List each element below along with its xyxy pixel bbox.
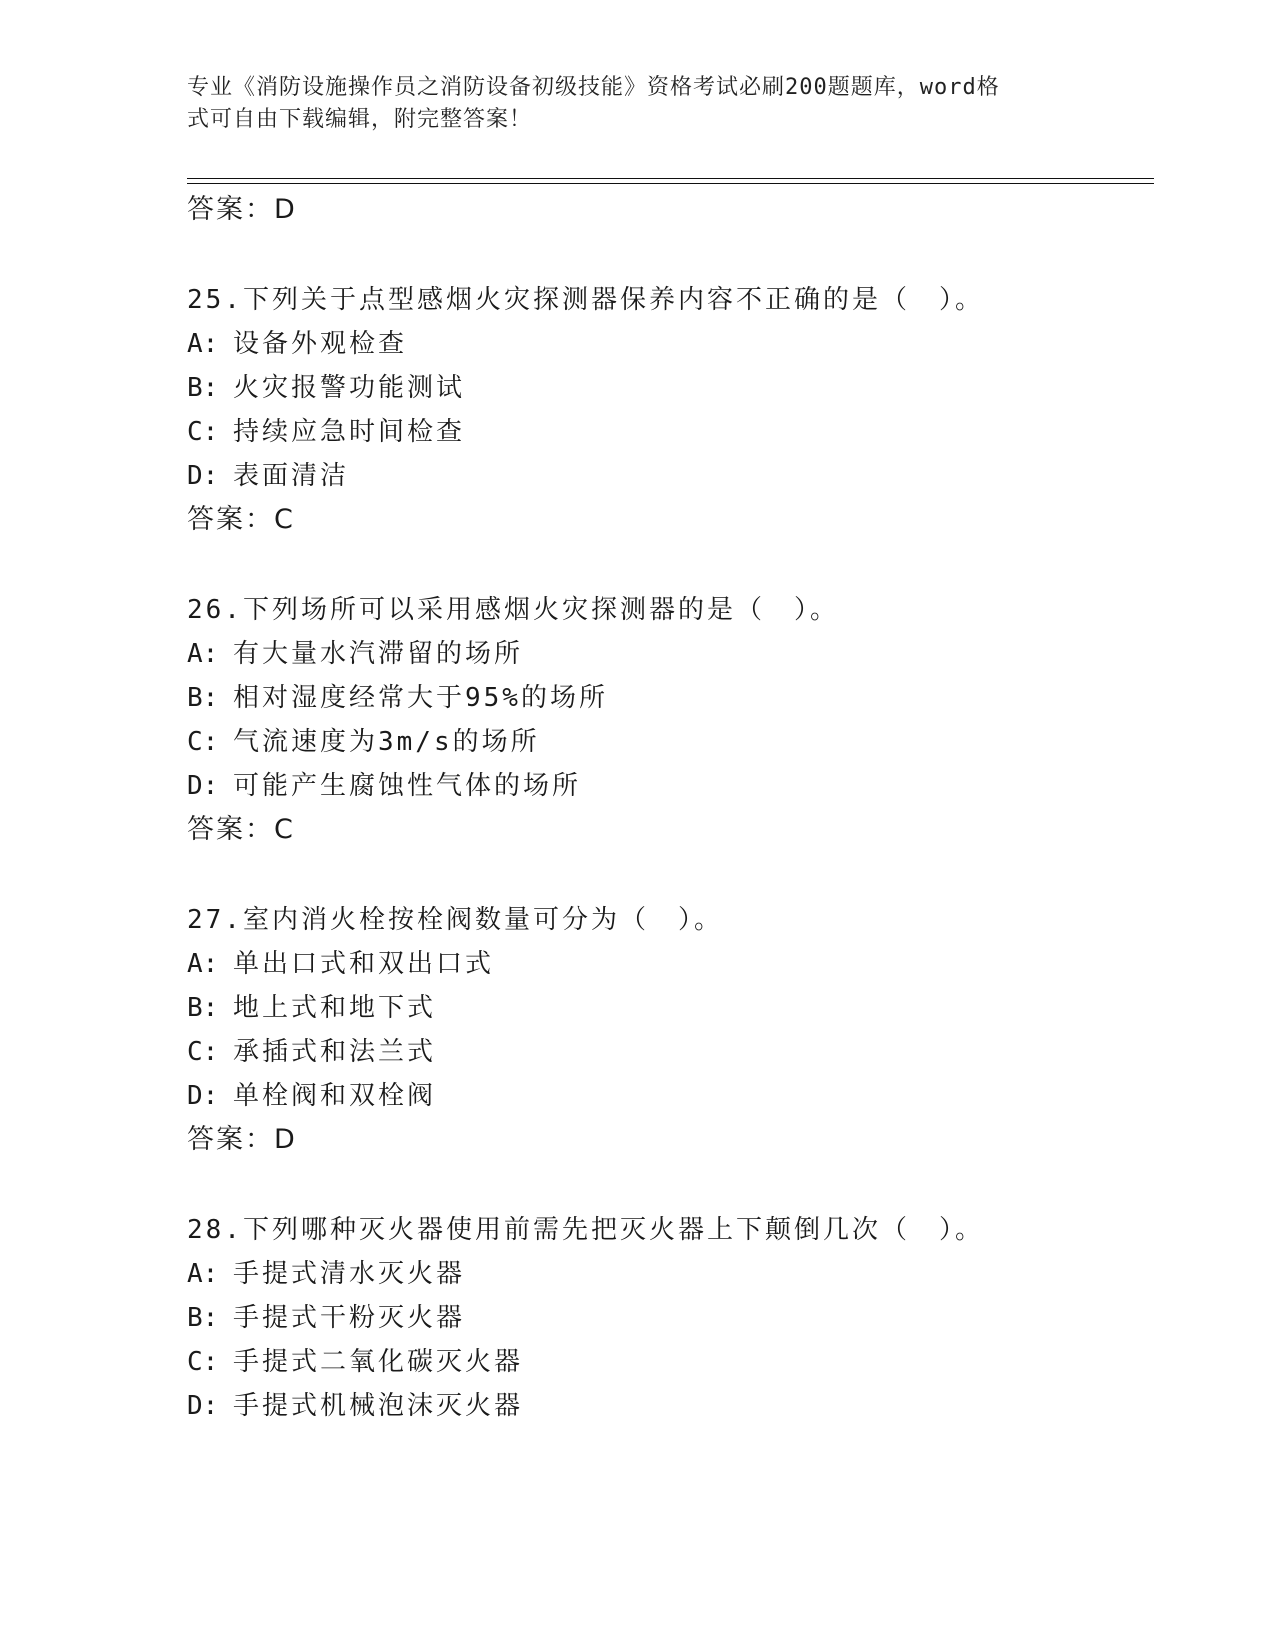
question-28-stem: 28.下列哪种灭火器使用前需先把灭火器上下颠倒几次（ ）。 (187, 1215, 984, 1245)
question-28-option-a: A: 手提式清水灭火器 (187, 1259, 466, 1289)
header-line-1: 专业《消防设施操作员之消防设备初级技能》资格考试必刷200题题库，word格 (187, 75, 1000, 100)
question-28-option-c: C: 手提式二氧化碳灭火器 (187, 1347, 524, 1377)
question-28-option-d: D: 手提式机械泡沫灭火器 (187, 1391, 524, 1421)
question-27-stem: 27.室内消火栓按栓阀数量可分为（ ）。 (187, 905, 723, 935)
document-header (187, 72, 1067, 136)
question-25-answer: 答案：C (187, 504, 295, 535)
question-27-option-b: B: 地上式和地下式 (187, 993, 437, 1023)
question-26-option-c: C: 气流速度为3m/s的场所 (187, 727, 540, 757)
question-28-option-b: B: 手提式干粉灭火器 (187, 1303, 466, 1333)
question-26-option-a: A: 有大量水汽滞留的场所 (187, 639, 524, 669)
previous-answer: 答案：D (187, 194, 297, 225)
question-26-option-b: B: 相对湿度经常大于95%的场所 (187, 683, 608, 713)
question-27-option-a: A: 单出口式和双出口式 (187, 949, 495, 979)
question-25-stem: 25.下列关于点型感烟火灾探测器保养内容不正确的是（ ）。 (187, 285, 984, 315)
question-25-option-c: C: 持续应急时间检查 (187, 417, 466, 447)
header-rule-top (187, 178, 1154, 179)
question-27-option-c: C: 承插式和法兰式 (187, 1037, 437, 1067)
question-25-option-a: A: 设备外观检查 (187, 329, 408, 359)
question-27-option-d: D: 单栓阀和双栓阀 (187, 1081, 437, 1111)
question-26-option-d: D: 可能产生腐蚀性气体的场所 (187, 771, 582, 801)
question-25-option-d: D: 表面清洁 (187, 461, 350, 491)
question-27-answer: 答案：D (187, 1124, 297, 1155)
header-rule-bottom (187, 183, 1154, 184)
question-26-answer: 答案：C (187, 814, 295, 845)
question-26-stem: 26.下列场所可以采用感烟火灾探测器的是（ ）。 (187, 595, 839, 625)
header-line-2: 式可自由下载编辑，附完整答案！ (187, 107, 533, 132)
question-25-option-b: B: 火灾报警功能测试 (187, 373, 466, 403)
